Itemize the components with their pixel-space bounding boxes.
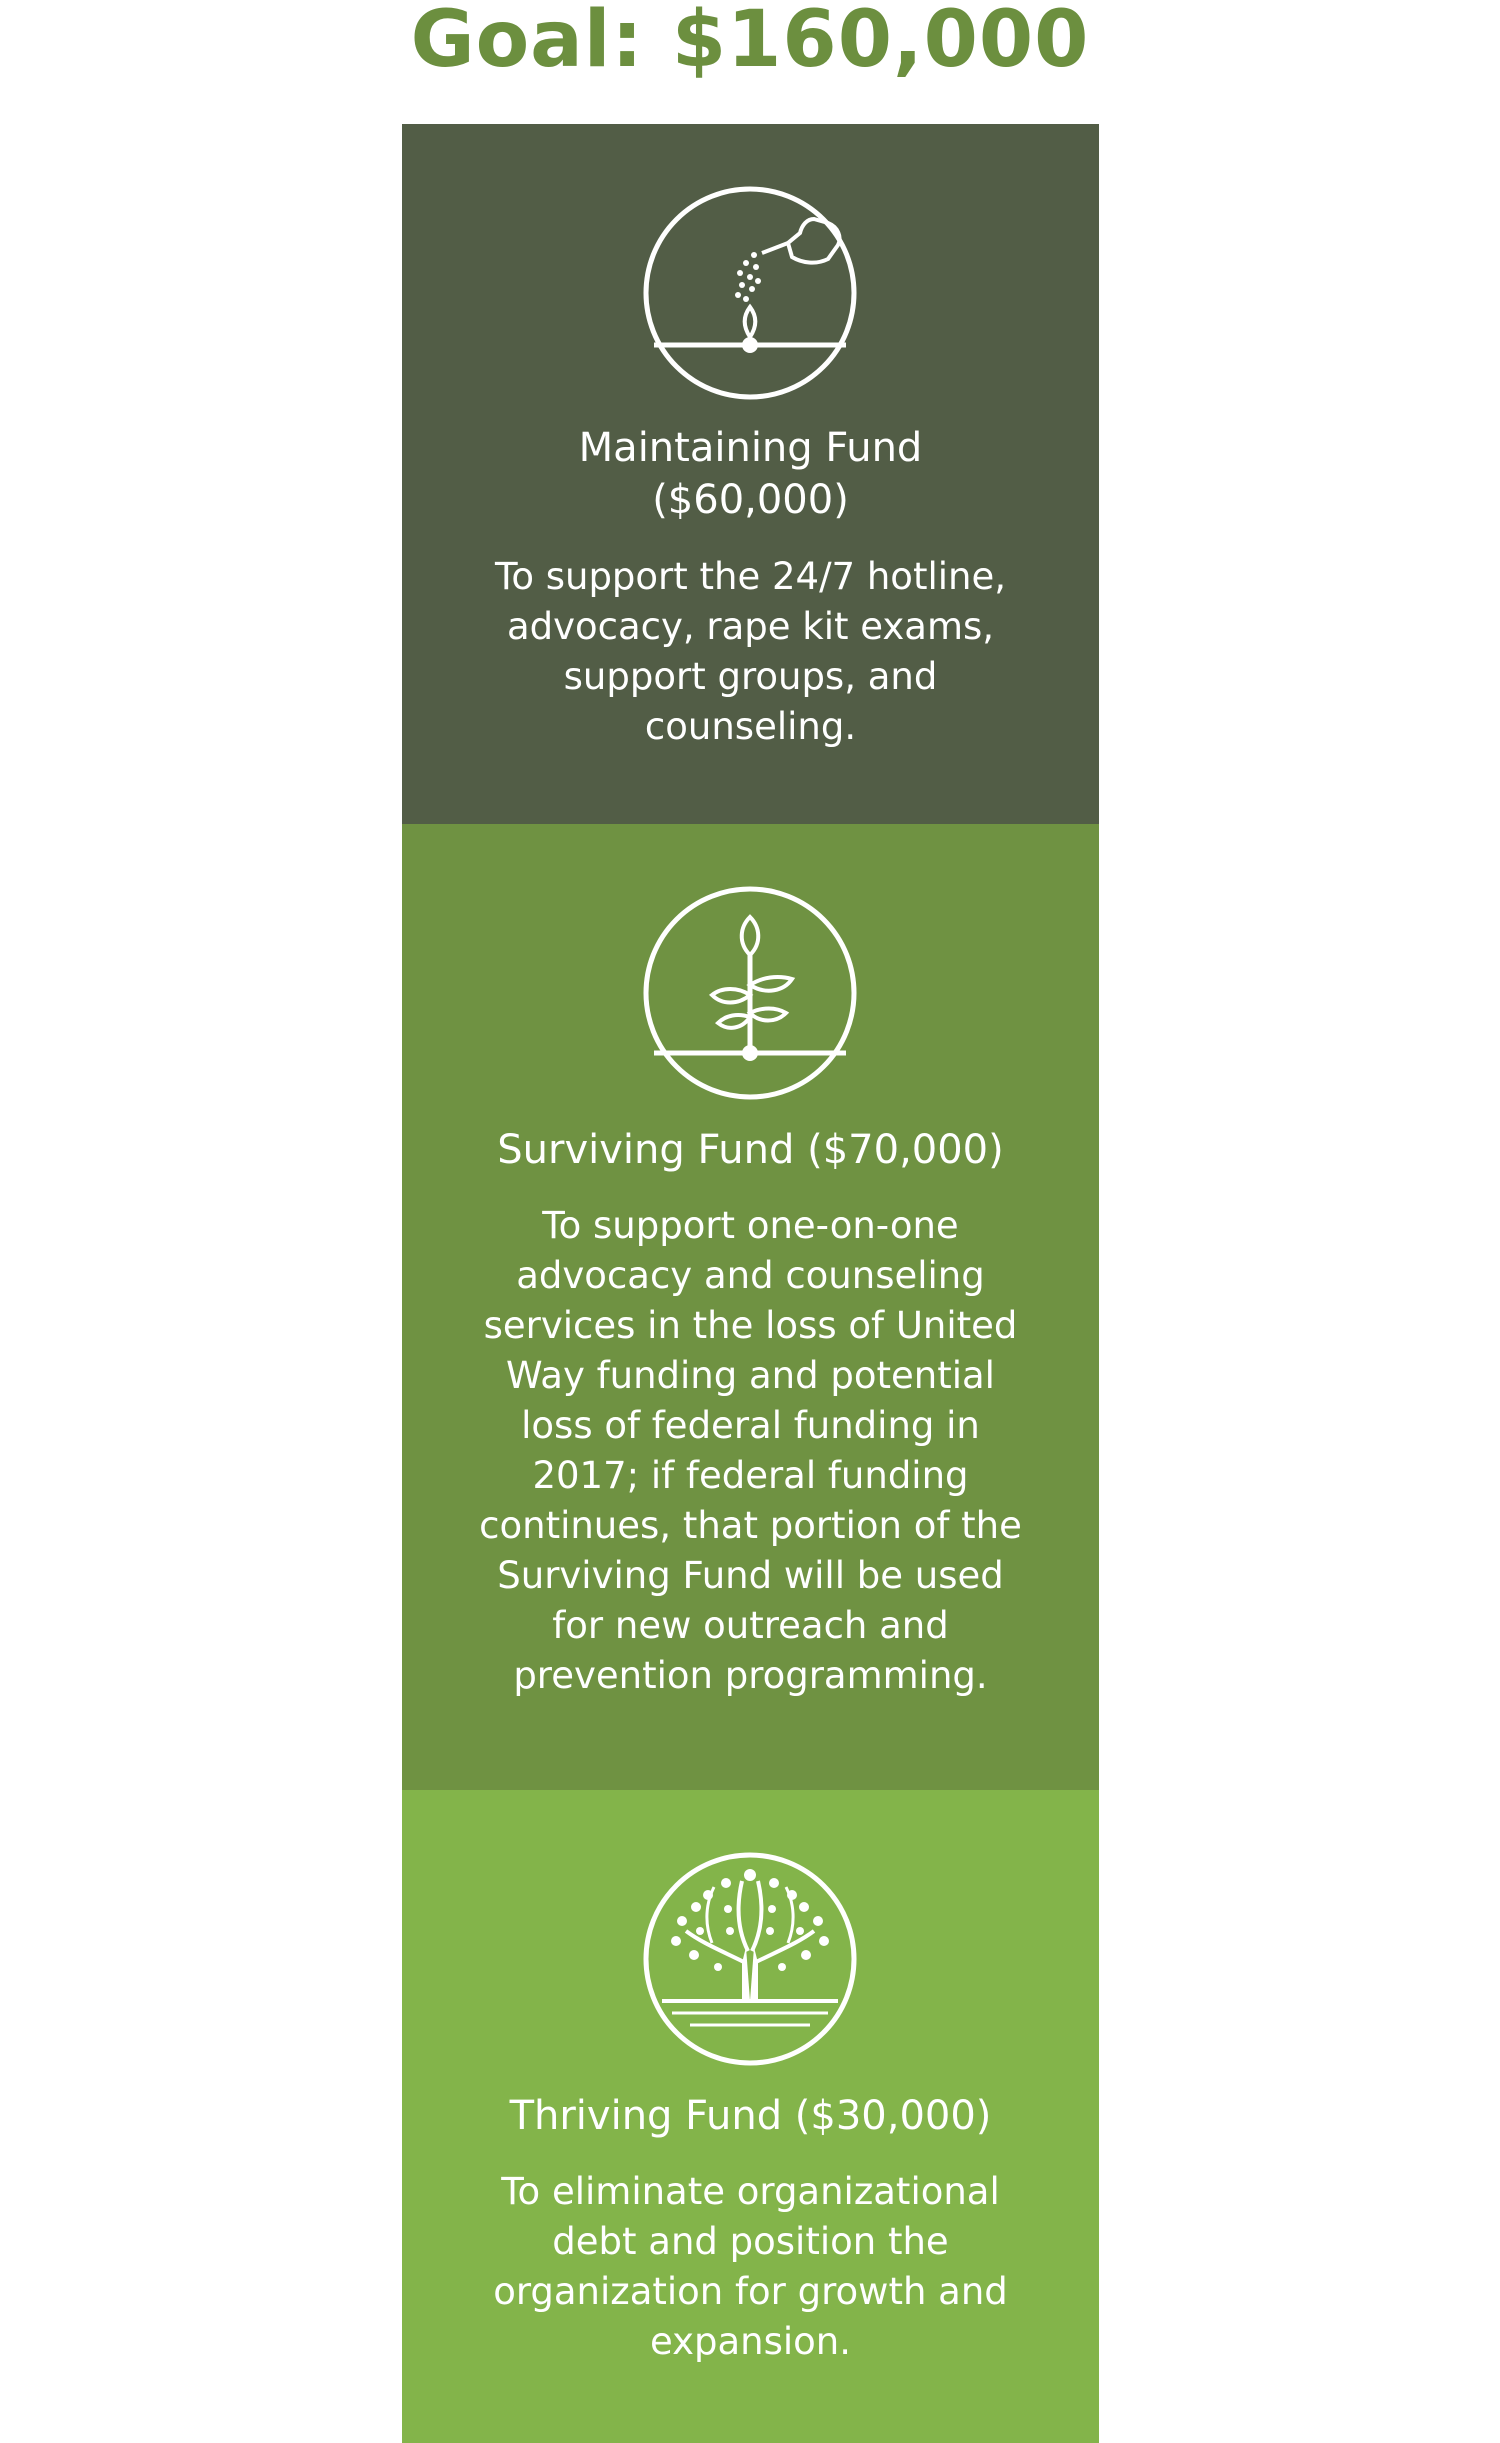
thriving-fund-panel — [402, 1790, 1099, 2443]
surviving-fund-panel — [402, 824, 1099, 1790]
goal-heading: Goal: $160,000 — [410, 0, 1090, 85]
maintaining-fund-panel — [402, 124, 1099, 824]
fund-column — [402, 124, 1099, 2443]
surviving-fund-title: Surviving Fund ($70,000) — [497, 1127, 1004, 1173]
surviving-fund-description: To support one-on-one advocacy and counseling services in the loss of United Way funding and potential loss of federal funding in 2017; if federal funding continues, that portion of the Surviving Fund will be used for new outreach and prevention programming. — [479, 1204, 1022, 1697]
thriving-fund-description: To eliminate organizational debt and position the organization for growth and expansion. — [493, 2170, 1008, 2363]
maintaining-fund-title-amount: ($60,000) — [652, 477, 849, 523]
thriving-fund-title: Thriving Fund ($30,000) — [509, 2093, 992, 2139]
maintaining-fund-title-name: Maintaining Fund — [578, 425, 923, 471]
tree-icon — [642, 1851, 858, 2067]
watering-can-sprout-icon — [642, 185, 858, 401]
seedling-icon — [642, 885, 858, 1101]
maintaining-fund-description: To support the 24/7 hotline, advocacy, rape kit exams, support groups, and counseling. — [495, 555, 1006, 748]
maintaining-fund-title — [442, 422, 1059, 526]
